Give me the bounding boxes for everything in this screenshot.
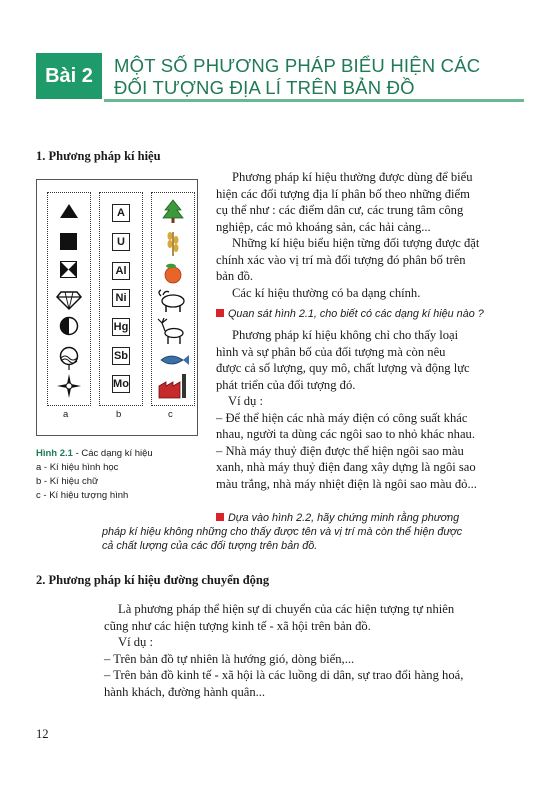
square-icon — [60, 233, 77, 250]
section1-heading: 1. Phương pháp kí hiệu — [36, 149, 161, 163]
text-line: Ví dụ : — [118, 635, 153, 649]
column-label-c: c — [168, 409, 173, 420]
lesson-title — [114, 55, 480, 99]
text-line: – Trên bản đồ kinh tế - xã hội là các luồng di dân, sự trao đổi hàng hoá, — [104, 668, 464, 682]
hydro-circle-icon — [61, 348, 78, 371]
lesson-title-line1: MỘT SỐ PHƯƠNG PHÁP BIỂU HIỆN CÁC — [114, 55, 481, 76]
title-underline — [104, 99, 524, 102]
text-line: Phương pháp kí hiệu thường được dùng để biểu — [232, 170, 473, 184]
page-number: 12 — [36, 727, 49, 741]
text-line: nghiệp, các mỏ khoáng sản, các hải cảng... — [216, 219, 431, 234]
letter-symbol: U — [112, 233, 130, 251]
question-2-line2: pháp kí hiệu không những cho thấy được tên và vị trí mà còn thể hiện được — [102, 526, 463, 538]
figure-caption-title: Hình 2.1 — [36, 448, 73, 459]
text-line: – Nhà máy thuỷ điện được thể hiện ngôi sao màu — [216, 443, 464, 458]
letter-symbol: Ni — [112, 289, 130, 307]
text-line: hành khách, đường hành quân... — [104, 684, 266, 699]
buffalo-icon — [159, 290, 184, 312]
text-line: Những kí hiệu biểu hiện từng đối tượng được đặt — [232, 236, 480, 250]
text-line: được cả số lượng, quy mô, chất lượng và động lực — [216, 361, 470, 375]
text-line: bản đồ. — [216, 269, 254, 283]
pictorial-symbols — [151, 192, 195, 404]
wheat-icon — [168, 232, 179, 256]
half-circle-icon — [61, 318, 78, 335]
lesson-title-line2: ĐỐI TƯỢNG ĐỊA LÍ TRÊN BẢN ĐỒ — [114, 77, 415, 98]
text-line: – Trên bản đồ tự nhiên là hướng gió, dòng biển,... — [104, 651, 355, 666]
letter-symbol: A — [112, 204, 130, 222]
letter-symbol: Al — [112, 262, 130, 280]
hourglass-square-icon — [60, 261, 77, 278]
deer-icon — [158, 318, 183, 344]
text-line: chính xác vào vị trí mà đối tượng đó phân bố trên — [216, 252, 466, 267]
letter-symbol: Hg — [112, 318, 130, 336]
text-line: Là phương pháp thể hiện sự di chuyển của các hiện tượng tự nhiên — [118, 602, 455, 616]
fruit-icon — [165, 264, 181, 283]
geometric-symbols — [47, 192, 91, 404]
section1-body-2 — [216, 327, 506, 492]
section2-heading: 2. Phương pháp kí hiệu đường chuyển động — [36, 573, 270, 587]
text-line: xanh, nhà máy thuỷ điện đang xây dựng là ngôi sao — [216, 460, 476, 474]
legend-item: a - Kí hiệu hình học — [36, 462, 119, 473]
question-2-line1 — [216, 511, 516, 525]
figure-caption — [36, 447, 153, 460]
fish-icon — [161, 355, 189, 365]
figure-caption-text: - Các dạng kí hiệu — [72, 448, 153, 459]
triangle-icon — [60, 204, 78, 218]
question-marker-icon — [216, 513, 224, 521]
column-label-b: b — [116, 409, 122, 420]
question-2-line3: cả chất lượng của các đối tượng trên bản đồ. — [102, 540, 318, 552]
text-line: màu trắng, nhà máy nhiệt điện là ngôi sao màu đỏ... — [216, 476, 477, 491]
legend-item: b - Kí hiệu chữ — [36, 476, 99, 487]
star-compass-icon — [57, 374, 81, 398]
question-1-text: Quan sát hình 2.1, cho biết có các dạng kí hiệu nào ? — [228, 308, 484, 320]
text-line: hình và sự phân bố của đối tượng mà còn nêu — [216, 344, 446, 359]
text-line: phát triển của đối tượng đó. — [216, 377, 356, 392]
question-1 — [216, 307, 516, 321]
lesson-badge: Bài 2 — [36, 53, 102, 99]
text-line: nhau, người ta dùng các ngôi sao to nhỏ khác nhau. — [216, 427, 476, 441]
text-line: Các kí hiệu thường có ba dạng chính. — [232, 285, 421, 300]
letter-symbol: Sb — [112, 347, 130, 365]
text-line: Ví dụ : — [228, 394, 263, 408]
factory-icon — [159, 374, 186, 398]
section1-body — [216, 169, 506, 301]
text-line: cũng như các hiện tượng kinh tế - xã hội trên bản đồ. — [104, 618, 371, 633]
text-line: hiện các đối tượng địa lí phân bố theo những điểm — [216, 186, 470, 201]
question-2-text: Dựa vào hình 2.2, hãy chứng minh rằng phương — [228, 512, 460, 524]
text-line: Phương pháp kí hiệu không chỉ cho thấy loại — [232, 328, 459, 342]
text-line: – Để thể hiện các nhà máy điện có công suất khác — [216, 410, 468, 425]
tree-icon — [163, 200, 183, 223]
column-label-a: a — [63, 409, 69, 420]
letter-symbol: Mo — [112, 375, 130, 393]
diamond-icon — [57, 292, 81, 309]
section2-body — [104, 601, 514, 700]
legend-item: c - Kí hiệu tượng hình — [36, 490, 129, 501]
text-line: cụ thể như : các điểm dân cư, các trung tâm công — [216, 203, 464, 217]
question-marker-icon — [216, 309, 224, 317]
